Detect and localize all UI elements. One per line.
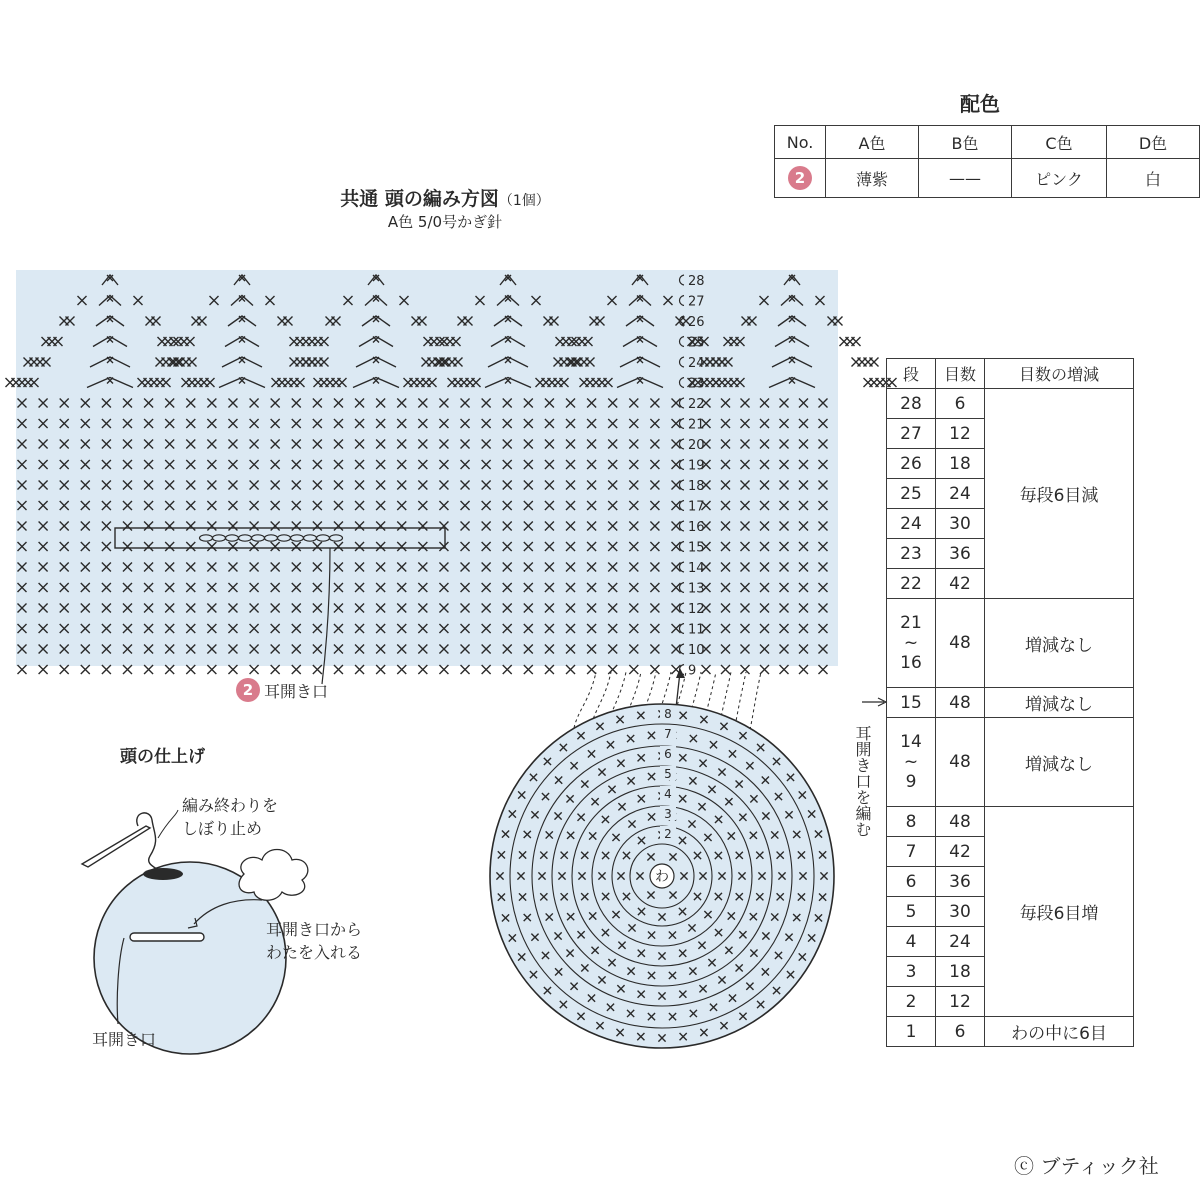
single-crochet-mark — [741, 665, 750, 674]
single-crochet-mark — [760, 665, 769, 674]
header-c: C色 — [1012, 126, 1107, 159]
header-count: 目数 — [936, 359, 985, 389]
row-number: 6 — [887, 867, 936, 897]
stitch-count: 36 — [936, 867, 985, 897]
stitch-count: 48 — [936, 599, 985, 688]
table-row — [887, 1017, 1134, 1047]
magic-ring-label: わ — [655, 869, 669, 885]
single-crochet-mark — [18, 665, 27, 674]
ear-opening-label — [236, 678, 328, 702]
header-row: 段 — [887, 359, 936, 389]
chain-stitch-mark — [265, 535, 278, 541]
chain-stitch-mark — [304, 535, 317, 541]
single-crochet-mark — [165, 665, 174, 674]
row-number: 23 — [887, 539, 936, 569]
single-crochet-mark — [503, 665, 512, 674]
row-number-label: 20 — [688, 438, 705, 453]
row-number-label: 28 — [688, 274, 705, 289]
row-number-label: 21 — [688, 417, 705, 433]
ear-opening-slit — [130, 933, 204, 941]
single-crochet-mark — [780, 665, 789, 674]
rectangular-chart — [6, 270, 897, 708]
round-number-label: 6 — [664, 747, 672, 761]
ear-opening-note: 耳開き口 — [92, 1030, 157, 1049]
header-b: B色 — [919, 126, 1012, 159]
stitch-count: 42 — [936, 569, 985, 599]
knit-ear-opening-note: 耳開き口を編む — [853, 725, 872, 837]
row-range — [887, 718, 936, 807]
single-crochet-mark — [524, 665, 533, 674]
stitch-count: 6 — [936, 1017, 985, 1047]
needle-icon — [82, 826, 150, 867]
row-number-label: 16 — [688, 520, 705, 535]
change-note: 増減なし — [985, 688, 1134, 718]
stitch-count: 18 — [936, 449, 985, 479]
single-crochet-mark — [566, 665, 575, 674]
number-badge: 2 — [788, 166, 812, 190]
single-crochet-mark — [102, 665, 111, 674]
stitch-count: 36 — [936, 539, 985, 569]
single-crochet-mark — [852, 337, 861, 346]
stuffing-note — [266, 918, 362, 964]
color-table-title: 配色 — [960, 92, 1000, 116]
arrow-head-shape — [676, 668, 685, 678]
stitch-count: 12 — [936, 419, 985, 449]
row-number: 3 — [887, 957, 936, 987]
stuffing-note-line: 耳開き口から — [266, 920, 363, 939]
change-note: 増減なし — [985, 718, 1134, 807]
row-number-label: 12 — [688, 602, 705, 617]
stuffing-note-line: わたを入れる — [266, 943, 363, 962]
chain-stitch-mark — [252, 535, 265, 541]
single-crochet-mark — [81, 665, 90, 674]
circular-chart — [490, 672, 834, 1048]
single-crochet-mark — [228, 665, 237, 674]
row-number: 27 — [887, 419, 936, 449]
chart-title-text: 共通 頭の編み方図 — [340, 188, 499, 210]
row-number: 2 — [887, 987, 936, 1017]
stitch-count-table — [886, 358, 1134, 1047]
row-number-label: 19 — [688, 458, 705, 474]
single-crochet-mark — [439, 665, 448, 674]
finish-note-line: しぼり止め — [182, 819, 263, 838]
single-crochet-mark — [397, 665, 406, 674]
row-number: 5 — [887, 897, 936, 927]
single-crochet-mark — [334, 665, 343, 674]
yarn-line — [137, 813, 162, 874]
row-number: 26 — [887, 449, 936, 479]
chart-subtitle: A色 5/0号かぎ針 — [387, 213, 503, 231]
stitch-count: 30 — [936, 897, 985, 927]
finish-note-line: 編み終わりを — [182, 796, 279, 815]
row-number-label: 11 — [688, 622, 705, 638]
count-header-row — [887, 359, 1134, 389]
header-a: A色 — [826, 126, 919, 159]
round-number-label: 7 — [664, 727, 672, 741]
row-number: 1 — [887, 1017, 936, 1047]
row-number: 15 — [887, 688, 936, 718]
chain-stitch-mark — [330, 535, 343, 541]
single-crochet-mark — [702, 665, 711, 674]
gathered-top-shape — [143, 868, 183, 880]
single-crochet-mark — [721, 665, 730, 674]
row-number: 8 — [887, 807, 936, 837]
pointer-line — [158, 810, 178, 838]
finishing-title: 頭の仕上げ — [120, 747, 205, 767]
color-a: 薄紫 — [826, 159, 919, 198]
header-d: D色 — [1107, 126, 1200, 159]
row-number: 4 — [887, 927, 936, 957]
single-crochet-mark — [39, 665, 48, 674]
change-note: 毎段6目増 — [985, 807, 1134, 1017]
header-change: 目数の増減 — [985, 359, 1134, 389]
stitch-count: 12 — [936, 987, 985, 1017]
table-row — [887, 718, 1134, 807]
row-number-label: 9 — [688, 663, 697, 679]
change-note: 毎段6目減 — [985, 389, 1134, 599]
range-end: 9 — [905, 772, 917, 792]
change-note: わの中に6目 — [985, 1017, 1134, 1047]
single-crochet-mark — [545, 665, 554, 674]
chart-title-suffix: （1個） — [498, 193, 550, 209]
single-crochet-mark — [376, 665, 385, 674]
single-crochet-mark — [629, 665, 638, 674]
stitch-count: 18 — [936, 957, 985, 987]
row-number: 7 — [887, 837, 936, 867]
row-number: 22 — [887, 569, 936, 599]
single-crochet-mark — [587, 665, 596, 674]
finish-note — [182, 794, 278, 840]
single-crochet-mark — [292, 665, 301, 674]
single-crochet-mark — [418, 665, 427, 674]
single-crochet-mark — [271, 665, 280, 674]
single-crochet-mark — [482, 665, 491, 674]
chain-stitch-mark — [239, 535, 252, 541]
single-crochet-mark — [250, 665, 259, 674]
row-15-pointer — [862, 698, 886, 706]
chain-stitch-mark — [317, 535, 330, 541]
color-c: ピンク — [1012, 159, 1107, 198]
round-number-label: 2 — [664, 827, 672, 841]
stitch-count: 30 — [936, 509, 985, 539]
copyright: ⓒ ブティック社 — [1014, 1154, 1159, 1178]
single-crochet-mark — [144, 665, 153, 674]
chain-stitch-mark — [291, 535, 304, 541]
single-crochet-mark — [799, 665, 808, 674]
row-number: 28 — [887, 389, 936, 419]
row-number-label: 26 — [688, 315, 705, 330]
single-crochet-mark — [461, 665, 470, 674]
range-tilde: ~ — [903, 633, 919, 653]
row-number-label: 25 — [688, 335, 705, 351]
row-number-label: 10 — [688, 643, 705, 658]
round-number-label: 3 — [664, 807, 672, 821]
range-start: 14 — [900, 732, 922, 752]
round-number-label: 8 — [664, 707, 672, 721]
range-start: 21 — [900, 613, 922, 633]
stitch-count: 24 — [936, 927, 985, 957]
ear-opening-text: 耳開き口 — [264, 681, 329, 701]
row-number-label: 18 — [688, 479, 705, 494]
single-crochet-mark — [819, 665, 828, 674]
stitch-count: 48 — [936, 718, 985, 807]
row-number: 25 — [887, 479, 936, 509]
single-crochet-mark — [355, 665, 364, 674]
chain-stitch-mark — [278, 535, 291, 541]
round-number-label: 4 — [664, 787, 672, 801]
single-crochet-mark — [870, 358, 879, 367]
single-crochet-mark — [123, 665, 132, 674]
table-row — [887, 807, 1134, 837]
stuffing-cloud-icon — [239, 850, 308, 901]
row-number-label: 13 — [688, 581, 705, 597]
stitch-count: 6 — [936, 389, 985, 419]
row-number-label: 22 — [688, 397, 705, 412]
chain-stitch-mark — [213, 535, 226, 541]
header-no: No. — [775, 126, 826, 159]
row-number-label: 27 — [688, 294, 705, 310]
change-note: 増減なし — [985, 599, 1134, 688]
single-crochet-mark — [6, 378, 15, 387]
single-crochet-mark — [313, 665, 322, 674]
single-crochet-mark — [60, 665, 69, 674]
dashed-guide-line — [750, 672, 761, 730]
table-row — [887, 599, 1134, 688]
single-crochet-mark — [650, 665, 659, 674]
single-crochet-mark — [186, 665, 195, 674]
row-range — [887, 599, 936, 688]
range-tilde: ~ — [903, 752, 919, 772]
single-crochet-mark — [207, 665, 216, 674]
stitch-count: 48 — [936, 688, 985, 718]
row-number-label: 24 — [688, 356, 705, 371]
row-number-label: 15 — [688, 540, 705, 556]
color-d: 白 — [1107, 159, 1200, 198]
chain-stitch-mark — [200, 535, 213, 541]
single-crochet-mark — [608, 665, 617, 674]
row-number-label: 23 — [688, 376, 705, 392]
round-number-label: 5 — [664, 767, 672, 781]
stitch-count: 48 — [936, 807, 985, 837]
color-b: —— — [919, 159, 1012, 198]
range-end: 16 — [900, 653, 922, 673]
table-row — [887, 688, 1134, 718]
row-number-label: 17 — [688, 499, 705, 515]
row-number-label: 14 — [688, 561, 705, 576]
ear-badge: 2 — [236, 678, 260, 702]
stitch-count: 24 — [936, 479, 985, 509]
row-number: 24 — [887, 509, 936, 539]
stitch-count: 42 — [936, 837, 985, 867]
chain-stitch-mark — [226, 535, 239, 541]
table-row — [887, 389, 1134, 419]
